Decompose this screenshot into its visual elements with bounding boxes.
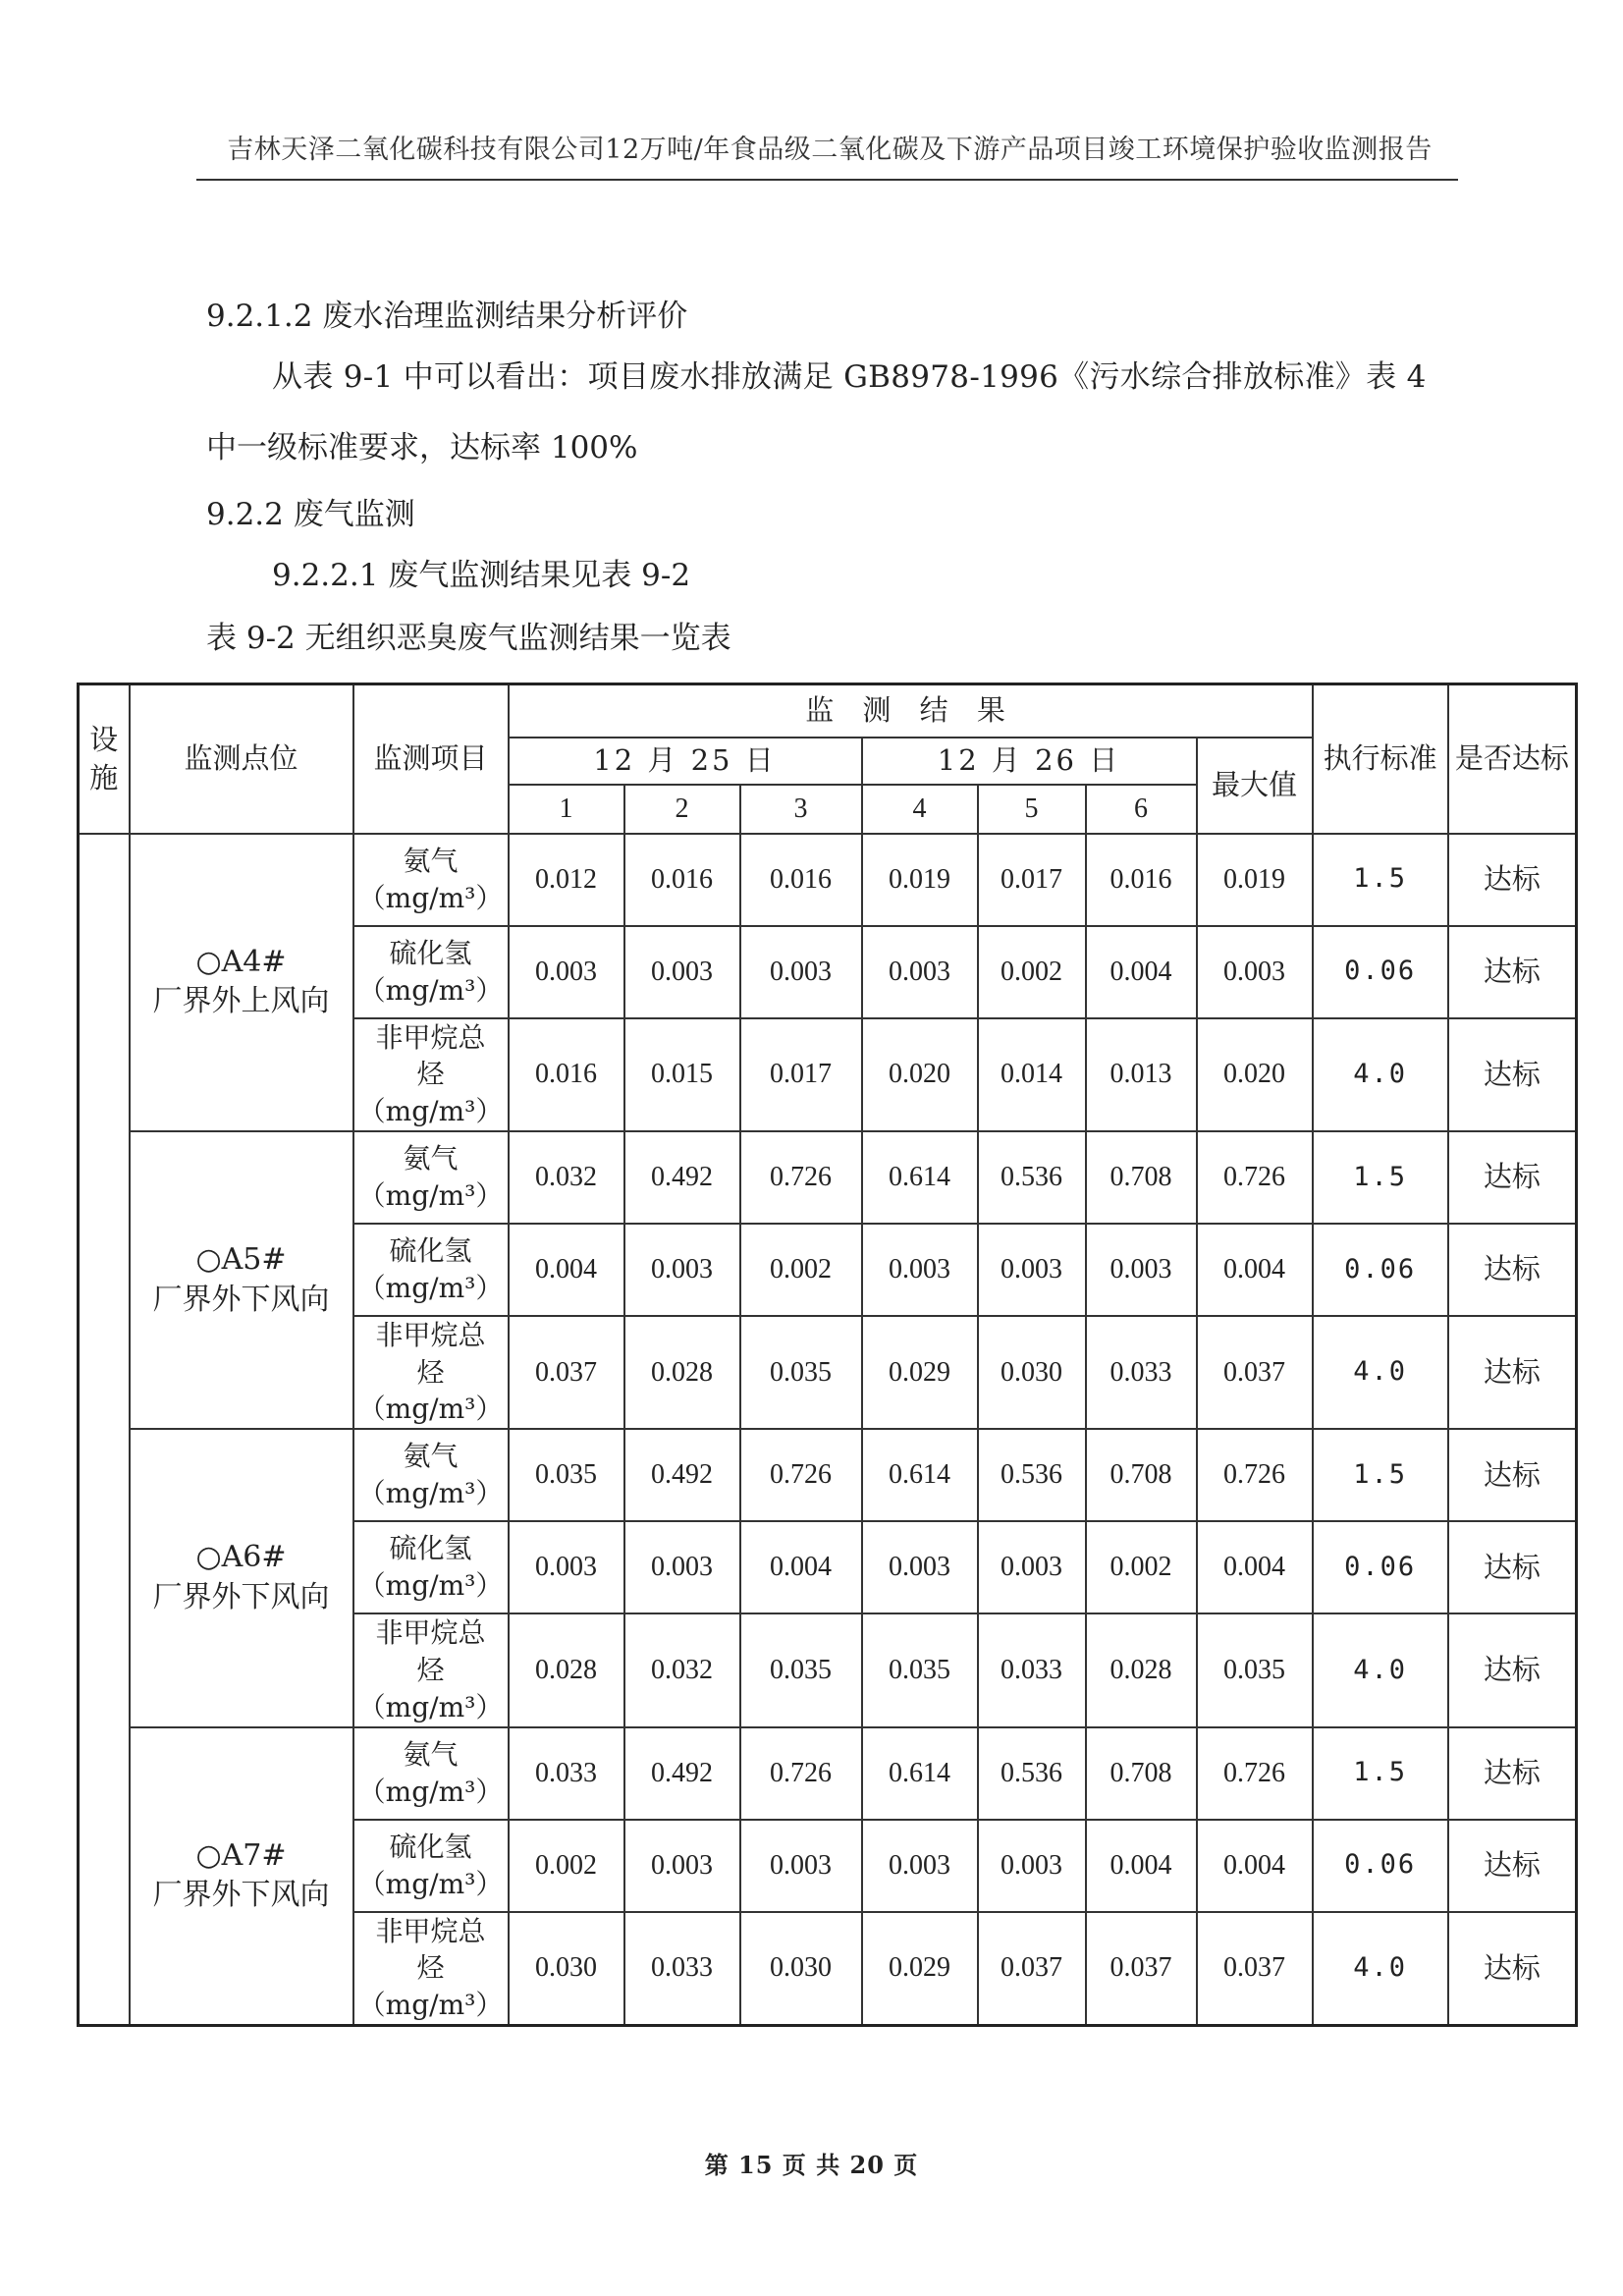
value-cell: 0.003 (624, 1820, 740, 1912)
item-label: （mg/m³） (357, 1867, 504, 1900)
max-cell: 0.037 (1197, 1316, 1313, 1429)
item-cell (353, 1429, 509, 1521)
location-desc: 厂界外下风向 (152, 1282, 330, 1317)
max-cell: 0.004 (1197, 1521, 1313, 1613)
item-label: （mg/m³） (357, 1569, 504, 1603)
location-cell (130, 1131, 353, 1429)
value-cell: 0.492 (624, 1131, 740, 1224)
value-cell: 0.028 (509, 1613, 624, 1726)
value-cell: 0.003 (509, 926, 624, 1018)
value-cell: 0.016 (509, 1018, 624, 1131)
value-cell: 0.037 (1086, 1912, 1197, 2026)
item-label: 非甲烷总 (375, 1616, 486, 1650)
max-cell: 0.019 (1197, 834, 1313, 926)
value-cell: 0.037 (509, 1316, 624, 1429)
value-cell: 0.003 (862, 1521, 978, 1613)
item-label: 硫化氢 (389, 1830, 472, 1863)
max-cell: 0.726 (1197, 1131, 1313, 1224)
value-cell: 0.017 (978, 834, 1086, 926)
value-cell: 0.003 (624, 1224, 740, 1316)
item-label: （mg/m³） (357, 1775, 504, 1808)
item-label: （mg/m³） (357, 1271, 504, 1304)
run-header: 4 (862, 785, 978, 834)
standard-cell: 0.06 (1313, 1521, 1448, 1613)
value-cell: 0.708 (1086, 1131, 1197, 1224)
value-cell: 0.004 (740, 1521, 862, 1613)
value-cell: 0.708 (1086, 1429, 1197, 1521)
standard-cell: 1.5 (1313, 1727, 1448, 1820)
value-cell: 0.016 (624, 834, 740, 926)
value-cell: 0.003 (509, 1521, 624, 1613)
item-label: 硫化氢 (389, 1532, 472, 1565)
value-cell: 0.002 (740, 1224, 862, 1316)
item-label: （mg/m³） (357, 973, 504, 1007)
value-cell: 0.032 (624, 1613, 740, 1726)
compliance-cell: 达标 (1448, 926, 1577, 1018)
facility-cell (79, 834, 130, 2026)
compliance-cell: 达标 (1448, 1613, 1577, 1726)
max-cell: 0.726 (1197, 1429, 1313, 1521)
run-header: 6 (1086, 785, 1197, 834)
max-header: 最大值 (1197, 738, 1313, 834)
compliance-cell: 达标 (1448, 1521, 1577, 1613)
table-row (79, 1727, 1577, 1820)
value-cell: 0.492 (624, 1727, 740, 1820)
standard-cell: 1.5 (1313, 1429, 1448, 1521)
compliance-cell: 达标 (1448, 1820, 1577, 1912)
standard-cell: 4.0 (1313, 1018, 1448, 1131)
item-label: 氨气 (403, 844, 459, 877)
value-cell: 0.003 (862, 926, 978, 1018)
value-cell: 0.028 (1086, 1613, 1197, 1726)
value-cell: 0.030 (740, 1912, 862, 2026)
location-id: ○A4# (195, 944, 287, 979)
table-row (79, 834, 1577, 926)
value-cell: 0.035 (509, 1429, 624, 1521)
value-cell: 0.003 (862, 1820, 978, 1912)
standard-cell: 4.0 (1313, 1912, 1448, 2026)
value-cell: 0.614 (862, 1131, 978, 1224)
location-desc: 厂界外上风向 (152, 984, 330, 1019)
run-header: 5 (978, 785, 1086, 834)
value-cell: 0.004 (509, 1224, 624, 1316)
value-cell: 0.003 (1086, 1224, 1197, 1316)
value-cell: 0.016 (740, 834, 862, 926)
item-cell (353, 1727, 509, 1820)
value-cell: 0.003 (740, 1820, 862, 1912)
value-cell: 0.015 (624, 1018, 740, 1131)
value-cell: 0.030 (978, 1316, 1086, 1429)
paragraph-line-2: 中一级标准要求，达标率 100% (206, 430, 638, 465)
standard-cell: 0.06 (1313, 926, 1448, 1018)
facility-header-text: 设施 (89, 722, 119, 794)
value-cell: 0.012 (509, 834, 624, 926)
item-cell (353, 1316, 509, 1429)
facility-header (79, 684, 130, 834)
value-cell: 0.536 (978, 1429, 1086, 1521)
section-heading-9212: 9.2.1.2 废水治理监测结果分析评价 (206, 299, 688, 334)
value-cell: 0.016 (1086, 834, 1197, 926)
run-header: 2 (624, 785, 740, 834)
run-header: 3 (740, 785, 862, 834)
max-cell: 0.037 (1197, 1912, 1313, 2026)
value-cell: 0.614 (862, 1429, 978, 1521)
location-desc: 厂界外下风向 (152, 1878, 330, 1913)
compliance-cell: 达标 (1448, 1429, 1577, 1521)
value-cell: 0.003 (862, 1224, 978, 1316)
table-header (79, 684, 1577, 834)
item-cell (353, 834, 509, 926)
location-id: ○A6# (195, 1540, 287, 1575)
standard-cell: 4.0 (1313, 1613, 1448, 1726)
value-cell: 0.030 (509, 1912, 624, 2026)
compliance-cell: 达标 (1448, 1224, 1577, 1316)
compliance-cell: 达标 (1448, 1912, 1577, 2026)
value-cell: 0.002 (509, 1820, 624, 1912)
value-cell: 0.020 (862, 1018, 978, 1131)
item-label: 硫化氢 (389, 936, 472, 969)
standard-cell: 1.5 (1313, 834, 1448, 926)
max-cell: 0.004 (1197, 1820, 1313, 1912)
location-header: 监测点位 (130, 684, 353, 834)
value-cell: 0.035 (862, 1613, 978, 1726)
table-row (79, 1131, 1577, 1224)
standard-cell: 1.5 (1313, 1131, 1448, 1224)
item-label: 氨气 (403, 1440, 459, 1473)
table-body (79, 834, 1577, 2026)
value-cell: 0.019 (862, 834, 978, 926)
compliance-cell: 达标 (1448, 1018, 1577, 1131)
value-cell: 0.726 (740, 1429, 862, 1521)
value-cell: 0.028 (624, 1316, 740, 1429)
value-cell: 0.002 (978, 926, 1086, 1018)
compliance-header: 是否达标 (1448, 684, 1577, 834)
monitoring-results-table (77, 683, 1578, 2027)
value-cell: 0.037 (978, 1912, 1086, 2026)
item-label: 烃（mg/m³） (357, 1951, 504, 2022)
section-heading-9221: 9.2.2.1 废气监测结果见表 9-2 (272, 558, 691, 593)
report-header: 吉林天泽二氧化碳科技有限公司12万吨/年食品级二氧化碳及下游产品项目竣工环境保护验收监测报告 (227, 135, 1433, 165)
value-cell: 0.017 (740, 1018, 862, 1131)
value-cell: 0.014 (978, 1018, 1086, 1131)
day1-header: 12 月 25 日 (509, 738, 862, 785)
item-label: 烃（mg/m³） (357, 1355, 504, 1426)
item-label: 硫化氢 (389, 1234, 472, 1268)
location-cell (130, 834, 353, 1131)
item-cell (353, 1224, 509, 1316)
value-cell: 0.536 (978, 1727, 1086, 1820)
item-label: 非甲烷总 (375, 1318, 486, 1351)
value-cell: 0.029 (862, 1316, 978, 1429)
paragraph-line-1: 从表 9-1 中可以看出：项目废水排放满足 GB8978-1996《污水综合排放标准》表 4 (272, 359, 1427, 395)
item-cell (353, 1131, 509, 1224)
location-cell (130, 1727, 353, 2026)
value-cell: 0.013 (1086, 1018, 1197, 1131)
value-cell: 0.004 (1086, 1820, 1197, 1912)
item-header: 监测项目 (353, 684, 509, 834)
item-label: 烃（mg/m³） (357, 1654, 504, 1723)
compliance-cell: 达标 (1448, 1316, 1577, 1429)
results-header: 监 测 结 果 (509, 684, 1313, 738)
value-cell: 0.003 (978, 1224, 1086, 1316)
header-rule (196, 179, 1458, 181)
item-label: 非甲烷总 (375, 1020, 486, 1054)
run-header: 1 (509, 785, 624, 834)
value-cell: 0.492 (624, 1429, 740, 1521)
value-cell: 0.003 (978, 1820, 1086, 1912)
item-cell (353, 1912, 509, 2026)
page-footer: 第 15 页 共 20 页 (704, 2151, 919, 2179)
item-cell (353, 1820, 509, 1912)
max-cell: 0.035 (1197, 1613, 1313, 1726)
table-row (79, 1429, 1577, 1521)
item-label: （mg/m³） (357, 1477, 504, 1510)
value-cell: 0.032 (509, 1131, 624, 1224)
standard-cell: 4.0 (1313, 1316, 1448, 1429)
location-id: ○A7# (195, 1837, 287, 1873)
item-cell (353, 1521, 509, 1613)
value-cell: 0.003 (624, 926, 740, 1018)
value-cell: 0.035 (740, 1613, 862, 1726)
value-cell: 0.536 (978, 1131, 1086, 1224)
item-cell (353, 1613, 509, 1726)
value-cell: 0.033 (509, 1727, 624, 1820)
value-cell: 0.033 (1086, 1316, 1197, 1429)
item-label: （mg/m³） (357, 881, 504, 914)
compliance-cell: 达标 (1448, 1131, 1577, 1224)
value-cell: 0.003 (978, 1521, 1086, 1613)
value-cell: 0.035 (740, 1316, 862, 1429)
value-cell: 0.726 (740, 1727, 862, 1820)
location-cell (130, 1429, 353, 1726)
value-cell: 0.003 (740, 926, 862, 1018)
max-cell: 0.020 (1197, 1018, 1313, 1131)
item-cell (353, 926, 509, 1018)
value-cell: 0.726 (740, 1131, 862, 1224)
location-desc: 厂界外下风向 (152, 1579, 330, 1614)
standard-header: 执行标准 (1313, 684, 1448, 834)
location-id: ○A5# (195, 1242, 287, 1278)
max-cell: 0.004 (1197, 1224, 1313, 1316)
section-heading-922: 9.2.2 废气监测 (206, 497, 415, 532)
value-cell: 0.708 (1086, 1727, 1197, 1820)
item-label: （mg/m³） (357, 1178, 504, 1212)
compliance-cell: 达标 (1448, 1727, 1577, 1820)
standard-cell: 0.06 (1313, 1820, 1448, 1912)
compliance-cell: 达标 (1448, 834, 1577, 926)
value-cell: 0.003 (624, 1521, 740, 1613)
value-cell: 0.614 (862, 1727, 978, 1820)
item-label: 非甲烷总 (375, 1914, 486, 1947)
value-cell: 0.033 (978, 1613, 1086, 1726)
value-cell: 0.002 (1086, 1521, 1197, 1613)
item-label: 氨气 (403, 1737, 459, 1771)
table-caption: 表 9-2 无组织恶臭废气监测结果一览表 (206, 621, 731, 656)
day2-header: 12 月 26 日 (862, 738, 1197, 785)
item-label: 氨气 (403, 1142, 459, 1175)
value-cell: 0.033 (624, 1912, 740, 2026)
standard-cell: 0.06 (1313, 1224, 1448, 1316)
item-cell (353, 1018, 509, 1131)
item-label: 烃（mg/m³） (357, 1058, 504, 1128)
max-cell: 0.003 (1197, 926, 1313, 1018)
value-cell: 0.004 (1086, 926, 1197, 1018)
value-cell: 0.029 (862, 1912, 978, 2026)
max-cell: 0.726 (1197, 1727, 1313, 1820)
